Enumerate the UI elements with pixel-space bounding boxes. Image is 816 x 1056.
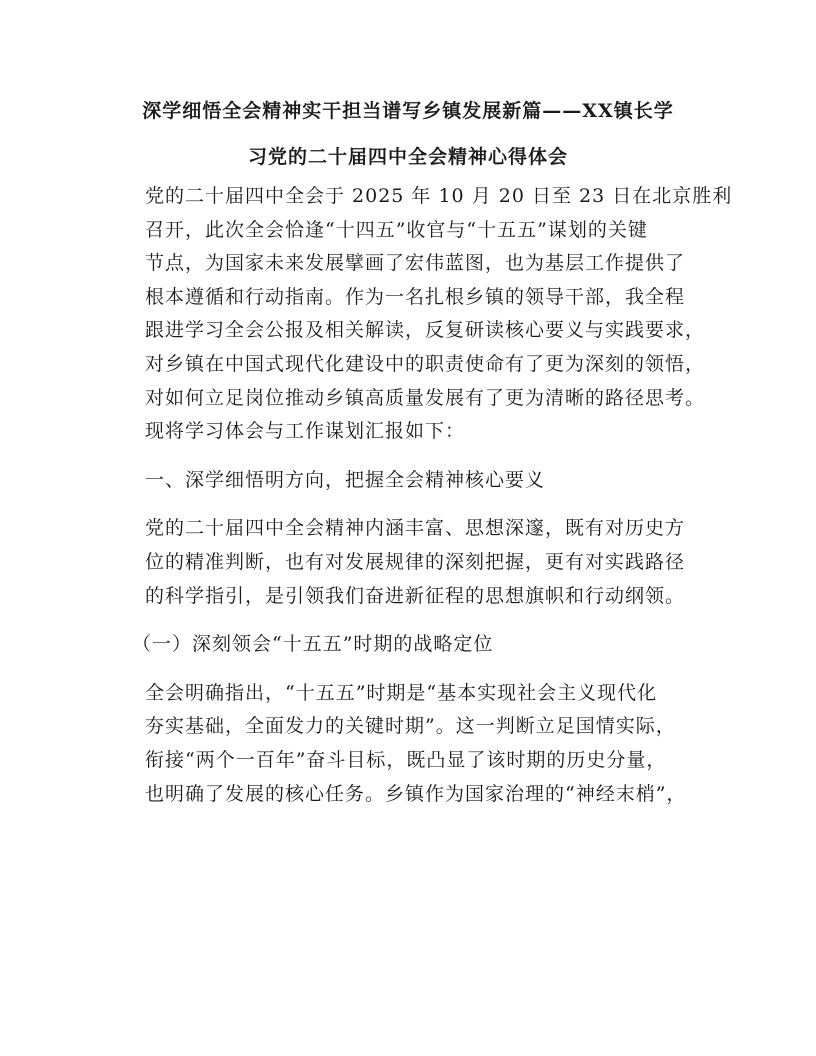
section-heading: 一、深学细悟明方向，把握全会精神核心要义 bbox=[145, 468, 546, 491]
paragraph-line: 党的二十届四中全会于 2025 年 10 月 20 日至 23 日在北京胜利 bbox=[145, 185, 733, 207]
document-body bbox=[132, 180, 733, 811]
document-title-line-1: 深学细悟全会精神实干担当谱写乡镇发展新篇——XX镇长学 bbox=[142, 100, 674, 122]
paragraph-line: 跟进学习全会公报及相关解读，反复研读核心要义与实践要求， bbox=[145, 319, 706, 342]
paragraph-line: 全会明确指出，“十五五”时期是“基本实现社会主义现代化 bbox=[145, 681, 658, 704]
paragraph-line: 召开，此次全会恰逢“十四五”收官与“十五五”谋划的关键 bbox=[145, 218, 648, 241]
paragraph-line: 党的二十届四中全会精神内涵丰富、思想深邃，既有对历史方 bbox=[145, 517, 686, 540]
paragraph-line: 也明确了发展的核心任务。乡镇作为国家治理的“神经末梢”， bbox=[145, 782, 687, 805]
paragraph-line: 夯实基础，全面发力的关键时期”。这一判断立足国情实际， bbox=[145, 715, 676, 738]
paragraph-line: 对如何立足岗位推动乡镇高质量发展有了更为清晰的路径思考。 bbox=[145, 386, 706, 409]
document-title-line-2: 习党的二十届四中全会精神心得体会 bbox=[247, 146, 568, 168]
paragraph-line: 对乡镇在中国式现代化建设中的职责使命有了更为深刻的领悟， bbox=[145, 352, 706, 375]
paragraph-line: 根本遵循和行动指南。作为一名扎根乡镇的领导干部，我全程 bbox=[145, 285, 686, 308]
paragraph-line: 位的精准判断，也有对发展规律的深刻把握，更有对实践路径 bbox=[145, 550, 686, 573]
paragraph-line: 节点，为国家未来发展擘画了宏伟蓝图，也为基层工作提供了 bbox=[145, 252, 686, 275]
paragraph-line: 现将学习体会与工作谋划汇报如下： bbox=[145, 420, 466, 443]
subsection-heading: （一）深刻领会“十五五”时期的战略定位 bbox=[132, 633, 494, 656]
paragraph-line: 的科学指引，是引领我们奋进新征程的思想旗帜和行动纲领。 bbox=[145, 584, 686, 607]
paragraph-line: 衔接“两个一百年”奋斗目标，既凸显了该时期的历史分量， bbox=[145, 748, 667, 771]
